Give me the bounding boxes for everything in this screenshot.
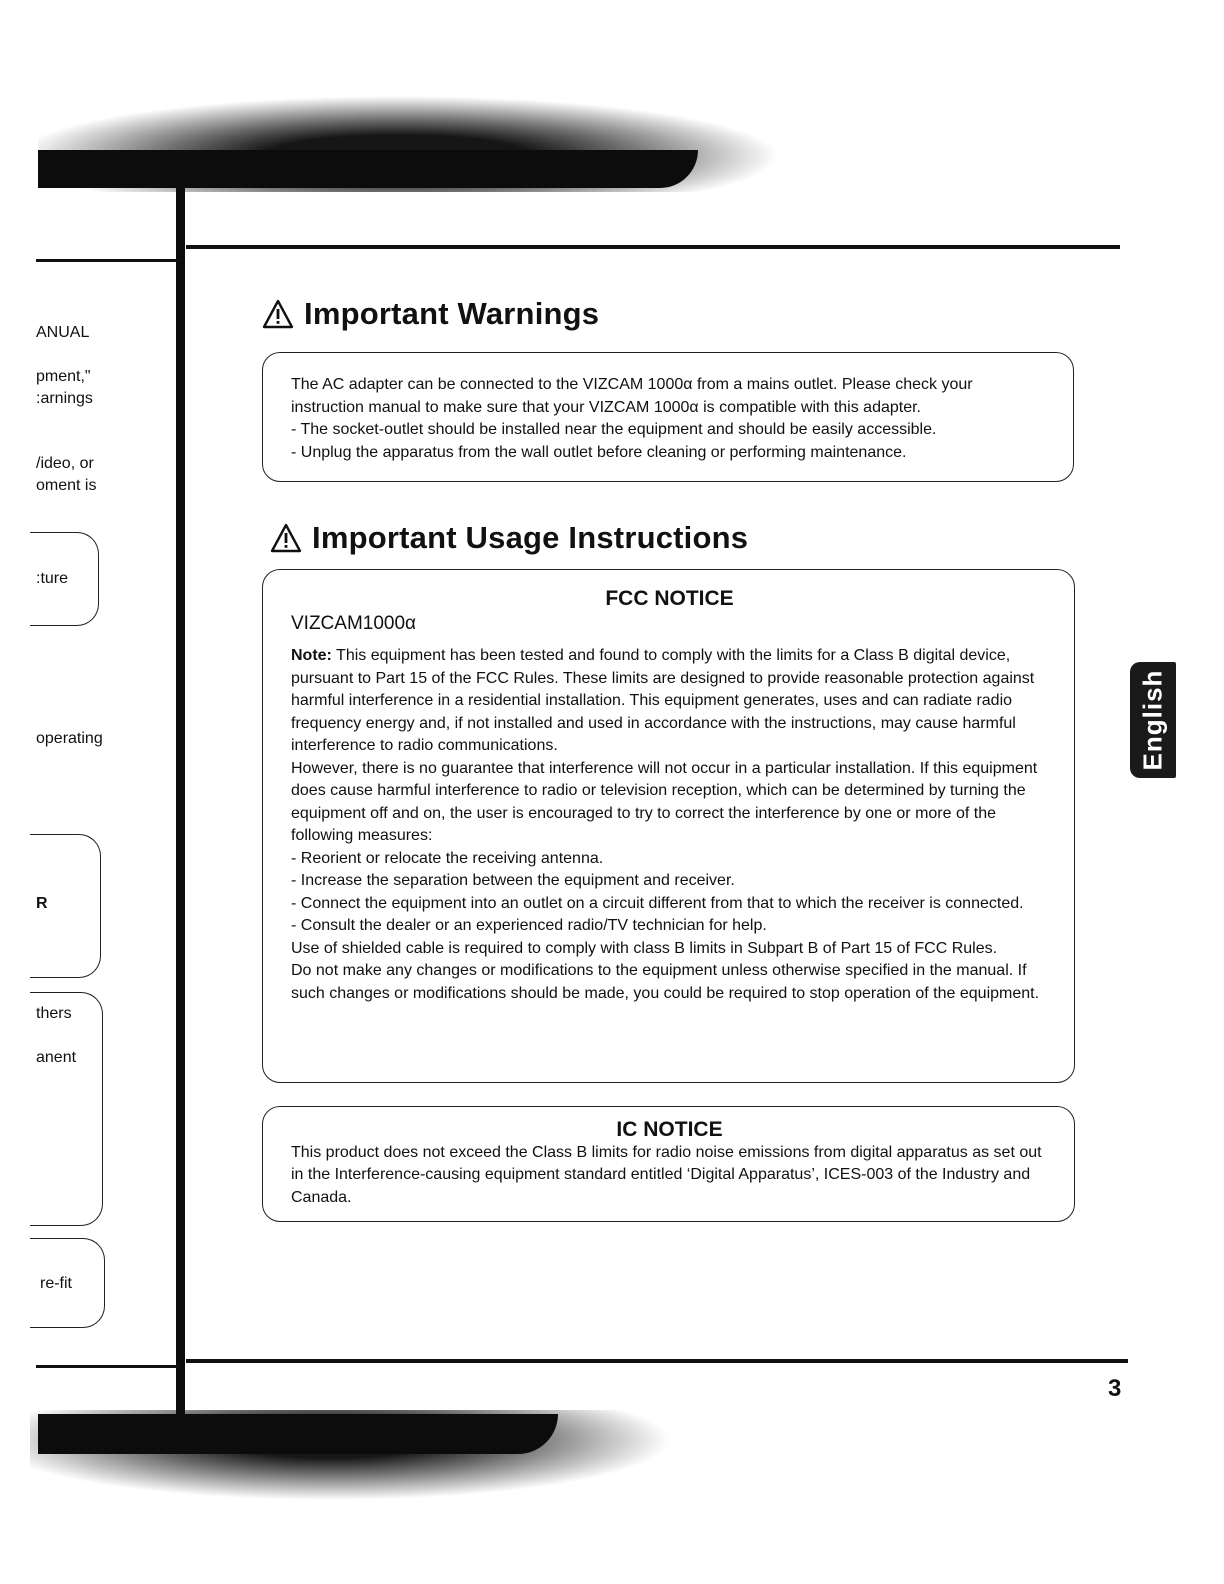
fcc-measure: - Consult the dealer or an experienced radio/TV technician for help. <box>291 917 767 934</box>
ic-notice-text: This product does not exceed the Class B limits for radio noise emissions from digital apparatus as set out in the Interference-causing equipment standard entitled ‘Digital Apparatus’, ICES-003 of the Industry and Canada. <box>291 1143 1042 1206</box>
bottom-rule-left <box>36 1365 182 1368</box>
fcc-note <box>291 645 1048 758</box>
book-spine <box>176 186 185 1422</box>
language-tab <box>1130 662 1176 778</box>
top-rule-left <box>36 259 182 262</box>
top-rule <box>186 245 1120 249</box>
warnings-box <box>262 352 1074 482</box>
left-fragment: ANUAL <box>36 324 90 341</box>
left-fragment: re-fit <box>40 1275 72 1292</box>
bottom-rule <box>186 1359 1128 1363</box>
ic-notice-title: IC NOTICE <box>616 1118 723 1141</box>
language-tab-label: English <box>1137 669 1168 771</box>
usage-heading-text: Important Usage Instructions <box>312 520 749 555</box>
ic-notice-box <box>262 1106 1075 1222</box>
left-fragment: pment," <box>36 368 91 385</box>
fcc-measure: - Increase the separation between the equipment and receiver. <box>291 872 735 889</box>
warning-triangle-icon <box>262 299 294 329</box>
warnings-heading <box>262 296 599 332</box>
fcc-measure: - Reorient or relocate the receiving antenna. <box>291 849 604 867</box>
fcc-notice-title: FCC NOTICE <box>605 587 734 610</box>
warning-triangle-icon <box>270 523 302 553</box>
fcc-note-label: Note: <box>291 647 332 664</box>
left-fragment: thers <box>36 1005 72 1022</box>
model-name: VIZCAM1000α <box>291 612 417 634</box>
left-fragment: anent <box>36 1049 77 1066</box>
warnings-line: - Unplug the apparatus from the wall outlet before cleaning or performing maintenance. <box>291 443 907 461</box>
left-fragment: :arnings <box>36 390 93 407</box>
fcc-however: However, there is no guarantee that interference will not occur in a particular installation. If this equipment does cause harmful interference to radio or television reception, which can be determined by turning the equipment off and on, the user is encouraged to try to correct the interference by one or more of the following measures: <box>291 759 1038 844</box>
usage-heading <box>270 520 748 556</box>
left-fragment: :ture <box>36 570 69 587</box>
fcc-note-text: This equipment has been tested and found to comply with the limits for a Class B digital device, pursuant to Part 15 of the FCC Rules. These limits are designed to provide reasonable protection against harmful interference in a residential installation. This equipment generates, uses and can radiate radio frequency energy and, if not installed and used in accordance with the instructions, may cause harmful interference to radio communications. <box>291 647 1035 754</box>
warnings-heading-text: Important Warnings <box>304 296 600 331</box>
warnings-line: The AC adapter can be connected to the VIZCAM 1000α from a mains outlet. Please check your instruction manual to make sure that your VIZCAM 1000α is compatible with this adapter. <box>291 376 973 416</box>
fcc-notice-box <box>262 569 1075 1083</box>
left-fragment: R <box>36 895 48 912</box>
left-fragment: oment is <box>36 477 97 494</box>
left-fragment: operating <box>36 730 103 747</box>
left-box <box>30 992 103 1226</box>
page-number: 3 <box>1108 1375 1122 1402</box>
fcc-modifications: Do not make any changes or modifications to the equipment unless otherwise specified in the manual. If such changes or modifications should be made, you could be required to stop operation of the equipment. <box>291 962 1040 1002</box>
fcc-measure: - Connect the equipment into an outlet on a circuit different from that to which the receiver is connected. <box>291 894 1024 912</box>
fcc-shielded: Use of shielded cable is required to comply with class B limits in Subpart B of Part 15 of FCC Rules. <box>291 939 998 957</box>
warnings-line: - The socket-outlet should be installed near the equipment and should be easily accessible. <box>291 421 937 438</box>
left-fragment: /ideo, or <box>36 455 94 472</box>
scan-bar-top <box>38 150 698 188</box>
scan-bar-bottom <box>38 1414 558 1454</box>
